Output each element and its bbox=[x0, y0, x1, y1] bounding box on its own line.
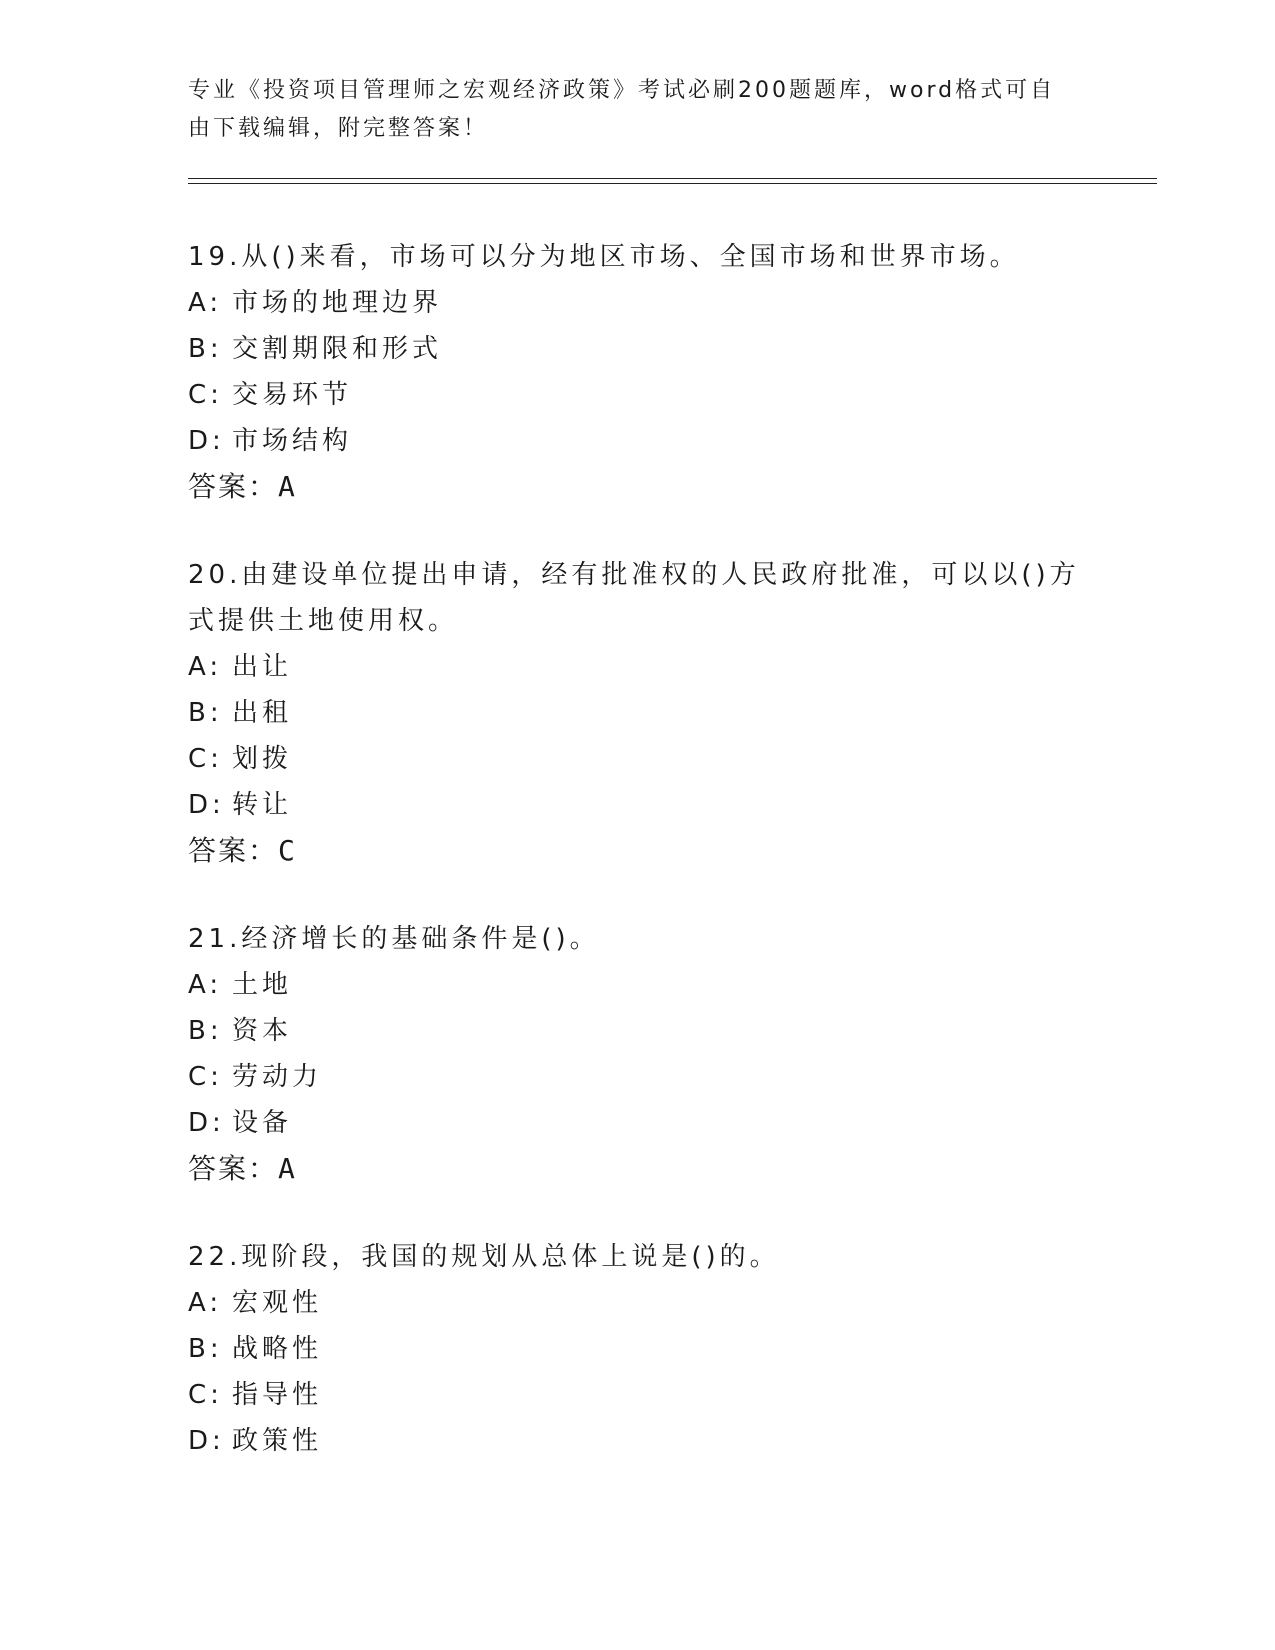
question-20 bbox=[188, 552, 1088, 874]
header-divider-top bbox=[188, 178, 1157, 179]
option-b bbox=[188, 1326, 1088, 1372]
option-text: 政策性 bbox=[232, 1426, 323, 1456]
option-c bbox=[188, 1372, 1088, 1418]
document-header: 专业《投资项目管理师之宏观经济政策》考试必刷200题题库，word格式可自由下载编辑，附完整答案！ bbox=[188, 78, 1056, 141]
option-text: 战略性 bbox=[232, 1334, 323, 1364]
option-text: 劳动力 bbox=[232, 1062, 323, 1092]
option-text: 设备 bbox=[232, 1108, 293, 1138]
option-text: 划拨 bbox=[232, 744, 293, 774]
option-key: B: bbox=[188, 698, 223, 728]
option-text: 指导性 bbox=[232, 1380, 323, 1410]
option-key: D: bbox=[188, 426, 225, 456]
question-text: 21.经济增长的基础条件是()。 bbox=[188, 924, 600, 954]
question-text: 20.由建设单位提出申请，经有批准权的人民政府批准，可以以()方式提供土地使用权。 bbox=[188, 560, 1080, 636]
answer-label: 答案： bbox=[188, 834, 279, 867]
option-text: 土地 bbox=[232, 970, 293, 1000]
option-key: B: bbox=[188, 1016, 223, 1046]
option-key: C: bbox=[188, 380, 223, 410]
option-text: 交易环节 bbox=[232, 380, 353, 410]
option-a bbox=[188, 962, 1088, 1008]
option-text: 交割期限和形式 bbox=[232, 334, 443, 364]
option-text: 资本 bbox=[232, 1016, 293, 1046]
option-b bbox=[188, 690, 1088, 736]
option-a bbox=[188, 644, 1088, 690]
option-c bbox=[188, 736, 1088, 782]
option-a bbox=[188, 1280, 1088, 1326]
header-divider-bottom bbox=[188, 183, 1157, 184]
option-key: B: bbox=[188, 1334, 223, 1364]
question-19 bbox=[188, 234, 1088, 510]
question-text: 22.现阶段，我国的规划从总体上说是()的。 bbox=[188, 1242, 780, 1272]
option-key: C: bbox=[188, 1380, 223, 1410]
option-key: D: bbox=[188, 1108, 225, 1138]
option-b bbox=[188, 326, 1088, 372]
answer-line bbox=[188, 464, 1088, 510]
option-c bbox=[188, 372, 1088, 418]
option-key: A: bbox=[188, 970, 223, 1000]
option-key: B: bbox=[188, 334, 223, 364]
option-a bbox=[188, 280, 1088, 326]
option-key: D: bbox=[188, 790, 225, 820]
answer-line bbox=[188, 1146, 1088, 1192]
option-text: 宏观性 bbox=[232, 1288, 323, 1318]
option-c bbox=[188, 1054, 1088, 1100]
option-b bbox=[188, 1008, 1088, 1054]
option-text: 转让 bbox=[232, 790, 293, 820]
option-key: C: bbox=[188, 1062, 223, 1092]
option-key: C: bbox=[188, 744, 223, 774]
answer-label: 答案： bbox=[188, 1152, 279, 1185]
question-text: 19.从()来看，市场可以分为地区市场、全国市场和世界市场。 bbox=[188, 242, 1020, 272]
answer-value: A bbox=[278, 1152, 297, 1185]
answer-line bbox=[188, 828, 1088, 874]
answer-label: 答案： bbox=[188, 470, 279, 503]
question-22 bbox=[188, 1234, 1088, 1464]
option-text: 出租 bbox=[232, 698, 293, 728]
option-key: A: bbox=[188, 652, 223, 682]
option-text: 市场结构 bbox=[232, 426, 353, 456]
question-21 bbox=[188, 916, 1088, 1192]
option-d bbox=[188, 418, 1088, 464]
option-key: D: bbox=[188, 1426, 225, 1456]
answer-value: C bbox=[278, 834, 297, 867]
question-list bbox=[188, 234, 1088, 1506]
option-text: 出让 bbox=[232, 652, 293, 682]
option-key: A: bbox=[188, 288, 223, 318]
option-d bbox=[188, 1418, 1088, 1464]
option-d bbox=[188, 1100, 1088, 1146]
option-d bbox=[188, 782, 1088, 828]
answer-value: A bbox=[278, 470, 297, 503]
option-text: 市场的地理边界 bbox=[232, 288, 443, 318]
option-key: A: bbox=[188, 1288, 223, 1318]
